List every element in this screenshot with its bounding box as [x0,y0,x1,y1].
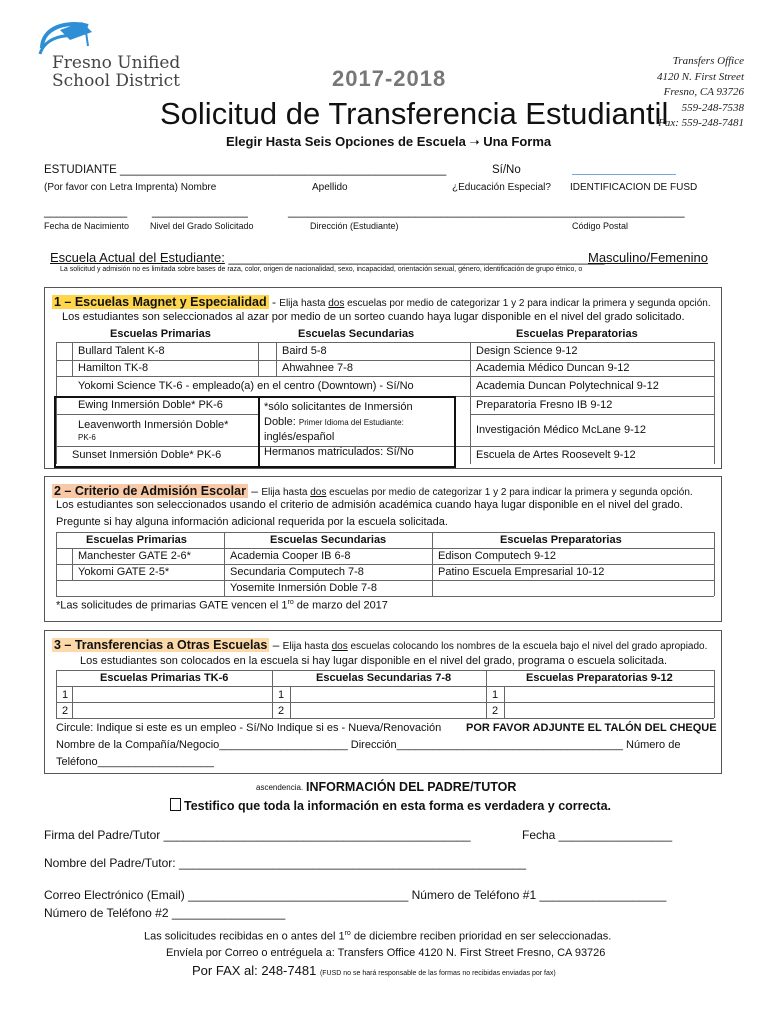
s1-prep-school: Preparatoria Fresno IB 9-12 [476,399,613,411]
employment-circle-line: Circule: Indique si este es un empleo - Sí/No Indique si es - Nueva/Renovación [56,722,442,734]
s3-grid-line [72,686,73,718]
non-discrimination-notice: La solicitud y admisión no es limitada sobre bases de raza, color, origen de nacionalidad, sexo, incapacidad, orientación sexual, género, identificación de grupo étnico, o [60,266,583,273]
section1-instructions: Los estudiantes son seleccionados al azar por medio de un sorteo cuando haya lugar disponible en el nivel del grado solicitado. [62,311,685,323]
s1-grid-line [56,342,714,343]
email-phone1-line[interactable]: Correo Electrónico (Email) _________________________________ Número de Teléfono #1 ___________________ [44,888,667,902]
school-year: 2017-2018 [332,66,447,91]
s1-immersion-school: Sunset Inmersión Doble* PK-6 [72,449,222,461]
s3-row-number: 2 [492,705,499,717]
s3-col-secondary: Escuelas Secundarias 7-8 [316,672,452,684]
s2-secondary-school: Secundaria Computech 7-8 [230,566,364,578]
s1-secondary-school: Baird 5-8 [282,345,327,357]
fusd-id-blank [572,174,676,175]
last-name-label: Apellido [312,182,348,193]
s1-grid-line [56,414,258,415]
s1-grid-line [56,376,714,377]
s1-immersion-school: Ewing Inmersión Doble* PK-6 [78,399,223,411]
section2-instructions: Los estudiantes son seleccionados usando el criterio de admisión académica cuando haya lugar disponible en el nivel del grado. [56,499,683,511]
s1-grid-line [72,342,73,376]
s3-grid-line [56,702,714,703]
print-name-label: (Por favor con Letra Imprenta) Nombre [44,182,217,193]
immersion-note-lang-options: inglés/español [264,431,335,443]
s1-grid-line [258,342,259,376]
subtitle: Elegir Hasta Seis Opciones de Escuela ➝ Una Forma [226,134,552,149]
s3-row-number: 1 [62,689,69,701]
birthdate-label: Fecha de Nacimiento [44,221,130,231]
address-label: Dirección (Estudiante) [310,221,399,231]
s2-col-primary: Escuelas Primarias [86,534,187,546]
office-address: Transfers Office 4120 N. First Street Fresno, CA 93726 559-248-7538 Fax: 559-248-7481 [657,55,744,129]
gender-label: Masculino/Femenino [588,250,708,265]
s3-grid-line [56,670,57,718]
s1-col-primary: Escuelas Primarias [110,328,211,340]
grade-blank: _______________ [152,206,248,218]
s1-grid-line [276,342,277,376]
guardian-heading: INFORMACIÓN DEL PADRE/TUTOR [306,780,517,794]
zip-label: Código Postal [572,221,629,231]
s2-col-secondary: Escuelas Secundarias [270,534,387,546]
s1-grid-line [470,414,714,415]
s2-col-prep: Escuelas Preparatorias [500,534,622,546]
s2-prep-school: Patino Escuela Empresarial 10-12 [438,566,605,578]
s2-grid-line [72,548,73,580]
s2-grid-line [714,532,715,596]
section2-note: Pregunte si hay alguna información adicional requerida por la escuela solicitada. [56,516,448,528]
birthdate-blank: _____________ [44,206,128,218]
gate-deadline-note: *Las solicitudes de primarias GATE vencen el $1^{ro}$ de marzo del 2017 [56,599,388,612]
checkbox-icon[interactable] [170,798,181,811]
section3-header: 3 – Transferencias a Otras Escuelas – Elija hasta dos escuelas colocando los nombres de la escuela bajo el nivel del grado apropiado. [54,638,708,652]
guardian-name-line[interactable]: Nombre del Padre/Tutor: ____________________________________________________ [44,856,526,870]
s2-secondary-school: Academia Cooper IB 6-8 [230,550,351,562]
s3-grid-line [486,670,487,718]
s2-grid-line [56,532,714,533]
district-name: Fresno Unified School District [52,53,181,91]
s2-grid-line [224,532,225,596]
s2-grid-line [56,580,714,581]
priority-deadline-note: Las solicitudes recibidas en o antes del $1^{ro}$ de diciembre reciben prioridad en ser seleccionadas. [144,930,612,943]
section1-header: 1 – Escuelas Magnet y Especialidad - Elija hasta dos escuelas por medio de categorizar 1 y 2 para indicar la primera y segunda opción. [54,295,711,309]
current-school-line: Escuela Actual del Estudiante: ____________________________________________________ [50,250,605,265]
s1-primary-school: Hamilton TK-8 [78,362,149,374]
fax-line: Por FAX al: 248-7481 (FUSD no se hará responsable de las formas no recibidas enviadas por fax) [192,963,556,978]
certification-line: Testifico que toda la información en esta forma es verdadera y correcta. [170,798,611,813]
grade-label: Nivel del Grado Solicitado [150,221,254,231]
s1-immersion-grade: PK-6 [78,433,96,442]
s3-col-prep: Escuelas Preparatorias 9-12 [526,672,673,684]
s3-grid-line [290,686,291,718]
date-line[interactable]: Fecha _________________ [522,828,673,842]
s1-grid-line [470,342,471,464]
ancestry-note: ascendencia. [256,783,304,792]
s3-row-number: 1 [492,689,499,701]
attach-check-stub: POR FAVOR ADJUNTE EL TALÓN DEL CHEQUE [466,722,717,734]
s1-immersion-school: Leavenworth Inmersión Doble* [78,419,229,431]
s1-prep-school: Escuela de Artes Roosevelt 9-12 [476,449,636,461]
s3-grid-line [56,686,714,687]
s3-grid-line [56,670,714,671]
special-ed-label: ¿Educación Especial? [452,182,551,193]
s2-primary-school: Manchester GATE 2-6* [78,550,191,562]
company-line: Nombre de la Compañía/Negocio_____________________ Dirección_____________________________________ Número de [56,739,681,751]
s1-prep-school: Design Science 9-12 [476,345,578,357]
s1-prep-school: Academia Duncan Polytechnical 9-12 [476,380,659,392]
arrow-right-icon: ➝ [469,135,480,149]
s2-prep-school: Edison Computech 9-12 [438,550,557,562]
mailing-instructions: Envíela por Correo o entréguela a: Transfers Office 4120 N. First Street Fresno, CA 93726 [166,947,606,959]
section3-instructions: Los estudiantes son colocados en la escuela si hay lugar disponible en el nivel del grado, programa o escuela solicitada. [80,655,668,667]
immersion-note: *sólo solicitantes de Inmersión [264,401,413,413]
s1-secondary-school: Ahwahnee 7-8 [282,362,353,374]
immersion-note-siblings: Hermanos matriculados: Sí/No [264,446,414,458]
s3-row-number: 2 [62,705,69,717]
s3-grid-line [714,670,715,718]
s2-grid-line [56,532,57,596]
immersion-divider [258,396,260,466]
fusd-id-label: IDENTIFICACION DE FUSD [570,182,698,193]
s3-col-primary: Escuelas Primarias TK-6 [100,672,229,684]
s2-grid-line [56,564,714,565]
student-name-line: ESTUDIANTE ___________________________________________________ [44,164,447,176]
s2-grid-line [432,532,433,596]
s2-secondary-school: Yosemite Inmersión Doble 7-8 [230,582,377,594]
s1-prep-school: Investigación Médico McLane 9-12 [476,424,646,436]
page-title: Solicitud de Transferencia Estudiantil [160,96,669,131]
s1-col-prep: Escuelas Preparatorias [516,328,638,340]
s3-row-number: 2 [278,705,285,717]
phone2-line[interactable]: Número de Teléfono #2 _________________ [44,906,286,920]
s1-grid-line [56,360,714,361]
s2-grid-line [56,596,714,597]
s1-grid-line [714,342,715,464]
s1-col-secondary: Escuelas Secundarias [298,328,415,340]
section2-header: 2 – Criterio de Admisión Escolar – Elija hasta dos escuelas por medio de categorizar 1 y 2 para indicar la primera y segunda opción. [54,484,693,498]
address-blank: ______________________________________________________________ [288,206,685,218]
guardian-signature-line[interactable]: Firma del Padre/Tutor ______________________________________________ [44,828,471,842]
company-phone-line: Teléfono___________________ [56,756,214,768]
s1-primary-school: Bullard Talent K-8 [78,345,165,357]
s3-grid-line [272,670,273,718]
immersion-note-language: Doble: Primer Idioma del Estudiante: [264,416,404,428]
s3-grid-line [56,718,714,719]
s2-grid-line [56,548,714,549]
s1-prep-school: Academia Médico Duncan 9-12 [476,362,630,374]
special-ed-choice: Sí/No [492,164,521,176]
s1-yokomi-option: Yokomi Science TK-6 - empleado(a) en el centro (Downtown) - Sí/No [78,380,414,392]
s2-primary-school: Yokomi GATE 2-5* [78,566,170,578]
s3-row-number: 1 [278,689,285,701]
s3-grid-line [504,686,505,718]
